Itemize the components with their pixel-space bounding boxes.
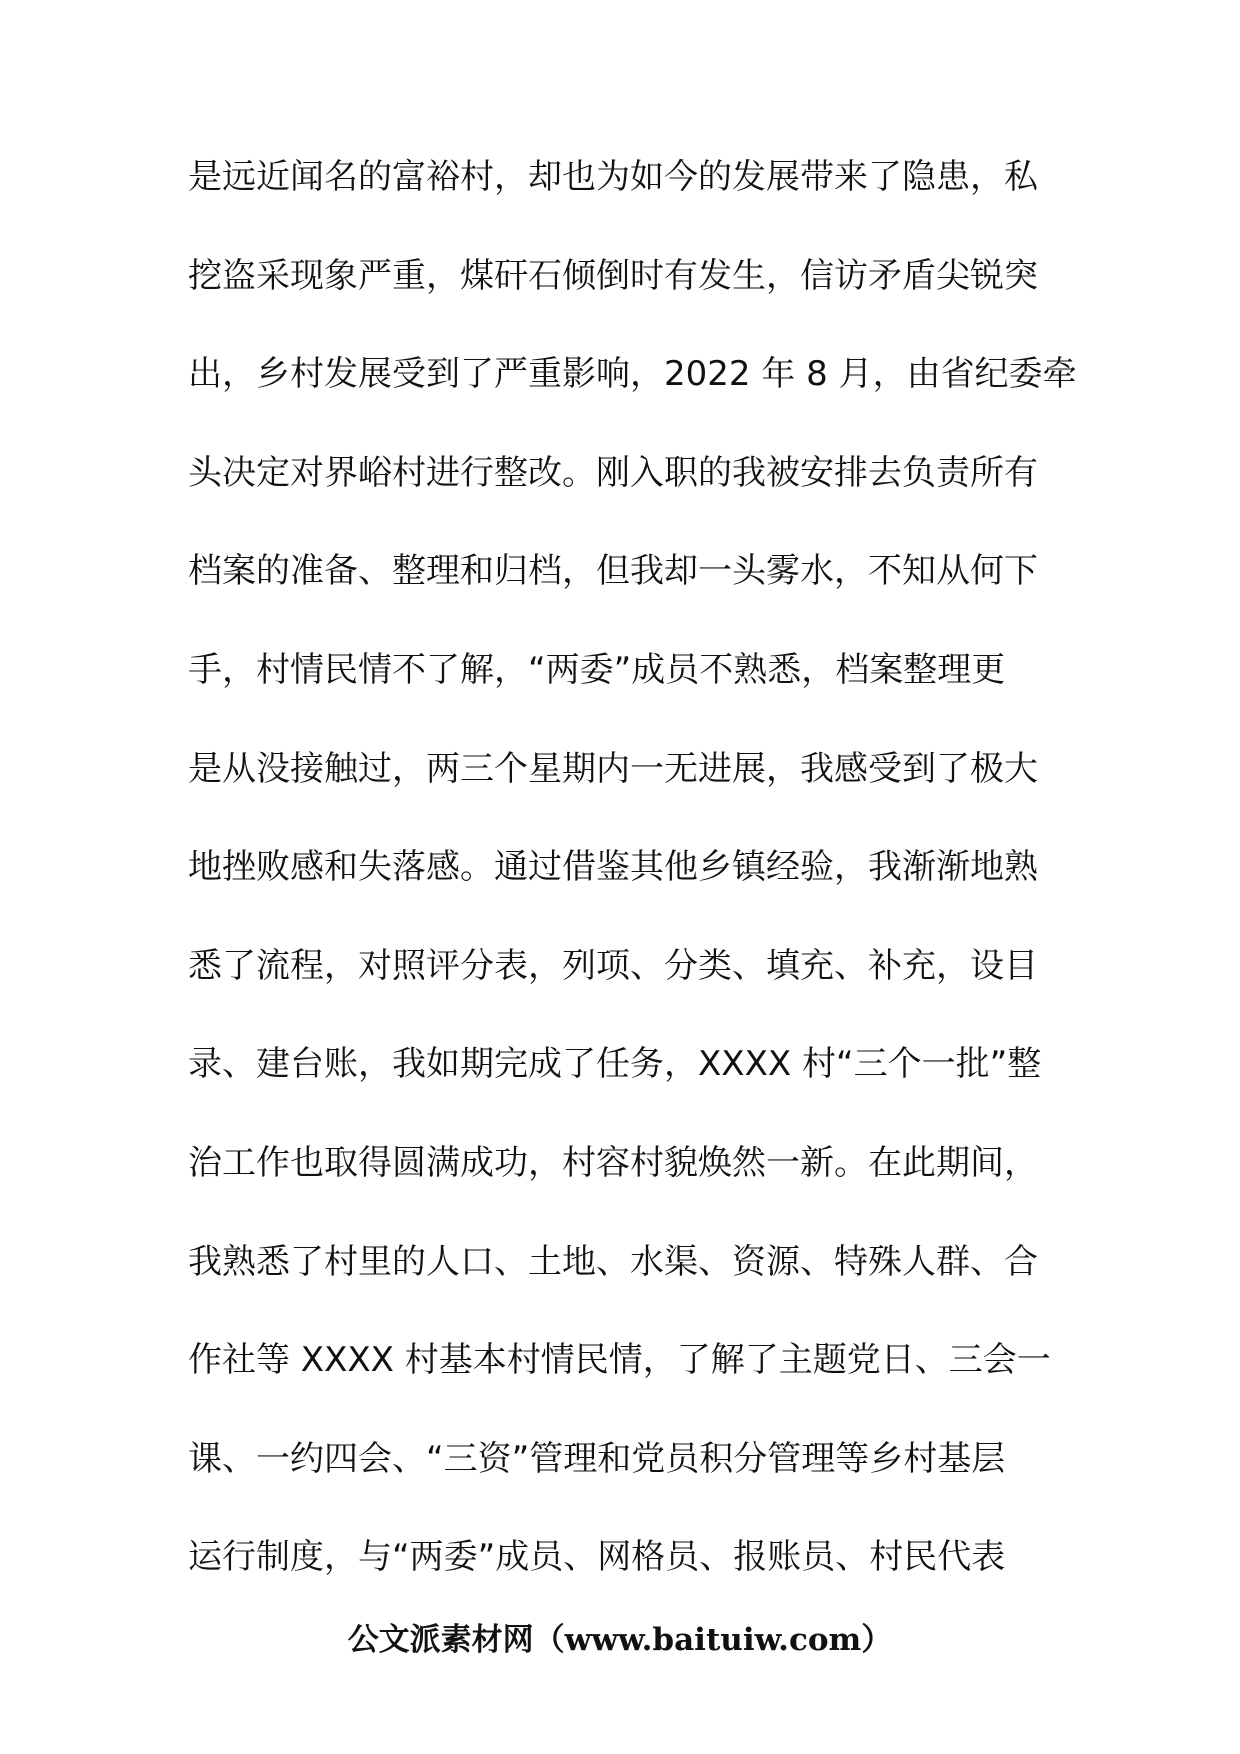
text-line-1: 是远近闻名的富裕村，却也为如今的发展带来了隐患，私	[188, 157, 1038, 197]
text-line-3: 出，乡村发展受到了严重影响，2022 年 8 月，由省纪委牵	[188, 354, 1077, 395]
text-line-14: 课、一约四会、“三资”管理和党员积分管理等乡村基层	[188, 1438, 1006, 1479]
text-line-5: 档案的准备、整理和归档，但我却一头雾水，不知从何下	[188, 551, 1038, 592]
text-line-2: 挖盗采现象严重，煤矸石倾倒时有发生，信访矛盾尖锐突	[188, 255, 1038, 296]
text-line-10: 录、建台账，我如期完成了任务，XXXX 村“三个一批”整	[188, 1044, 1042, 1085]
text-line-15: 运行制度，与“两委”成员、网格员、报账员、村民代表	[188, 1537, 1006, 1578]
text-line-9: 悉了流程，对照评分表，列项、分类、填充、补充，设目	[188, 945, 1038, 986]
footer-watermark-text: 公文派素材网（www.baituiw.com）	[347, 1622, 893, 1658]
text-line-12: 我熟悉了村里的人口、土地、水渠、资源、特殊人群、合	[188, 1241, 1038, 1282]
text-line-6: 手，村情民情不了解，“两委”成员不熟悉，档案整理更	[188, 649, 1006, 690]
text-line-4: 头决定对界峪村进行整改。刚入职的我被安排去负责所有	[188, 452, 1038, 493]
body-text	[188, 155, 1077, 1634]
text-line-7: 是从没接触过，两三个星期内一无进展，我感受到了极大	[188, 748, 1038, 789]
text-line-13: 作社等 XXXX 村基本村情民情，了解了主题党日、三会一	[188, 1340, 1051, 1381]
text-line-11: 治工作也取得圆满成功，村容村貌焕然一新。在此期间，	[188, 1142, 1038, 1183]
text-line-8: 地挫败感和失落感。通过借鉴其他乡镇经验，我渐渐地熟	[188, 847, 1038, 888]
